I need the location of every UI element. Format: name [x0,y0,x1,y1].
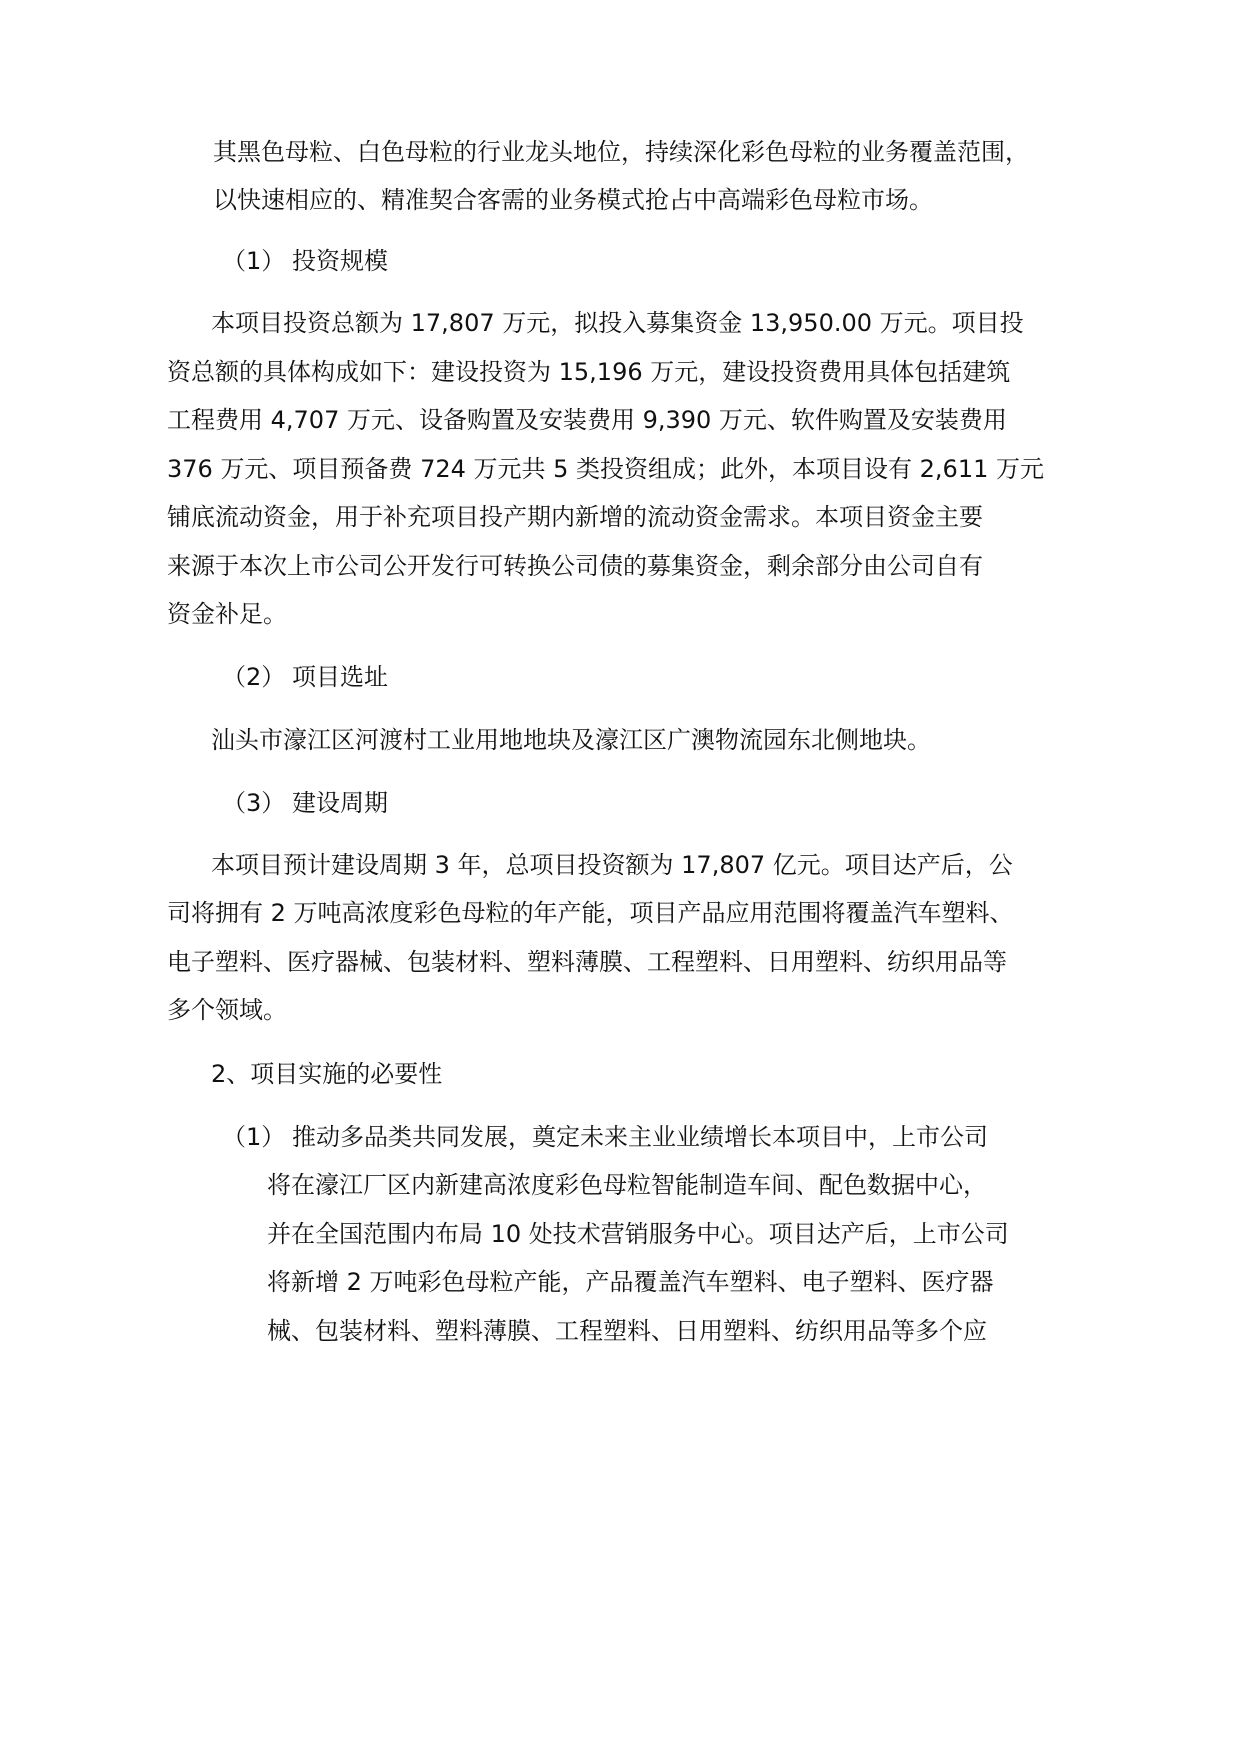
section-number: （1） [222,247,286,275]
investment-line-4: 376 万元、项目预备费 724 万元共 5 类投资组成；此外，本项目设有 2,611 万元 [167,455,1044,483]
section-heading-investment [222,246,388,276]
section-title: 建设周期 [292,789,388,817]
intro-line-2: 以快速相应的、精准契合客需的业务模式抢占中高端彩色母粒市场。 [213,186,933,214]
investment-line-1: 本项目投资总额为 17,807 万元，拟投入募集资金 13,950.00 万元。项目投 [211,309,1024,337]
section-title: 项目选址 [292,663,388,691]
investment-line-7: 资金补足。 [167,600,287,628]
intro-line-1: 其黑色母粒、白色母粒的行业龙头地位，持续深化彩色母粒的业务覆盖范围， [213,138,1029,166]
item-first-line: 推动多品类共同发展，奠定未来主业业绩增长本项目中，上市公司 [292,1123,988,1151]
investment-line-3: 工程费用 4,707 万元、设备购置及安装费用 9,390 万元、软件购置及安装费用 [167,406,1007,434]
item-number: （1） [222,1123,286,1151]
section-number: （3） [222,789,286,817]
period-line-3: 电子塑料、医疗器械、包装材料、塑料薄膜、工程塑料、日用塑料、纺织用品等 [167,948,1007,976]
location-line-1: 汕头市濠江区河渡村工业用地地块及濠江区广澳物流园东北侧地块。 [211,726,931,754]
section-heading-period [222,788,388,818]
necessity-line-2: 将在濠江厂区内新建高浓度彩色母粒智能制造车间、配色数据中心， [267,1171,987,1199]
period-line-1: 本项目预计建设周期 3 年，总项目投资额为 17,807 亿元。项目达产后，公 [211,851,1013,879]
heading-necessity: 2、项目实施的必要性 [211,1060,443,1088]
investment-line-5: 铺底流动资金，用于补充项目投产期内新增的流动资金需求。本项目资金主要 [167,503,983,531]
necessity-item-1 [222,1122,988,1152]
period-line-2: 司将拥有 2 万吨高浓度彩色母粒的年产能，项目产品应用范围将覆盖汽车塑料、 [167,899,1014,927]
investment-line-6: 来源于本次上市公司公开发行可转换公司债的募集资金，剩余部分由公司自有 [167,552,983,580]
investment-line-2: 资总额的具体构成如下：建设投资为 15,196 万元，建设投资费用具体包括建筑 [167,358,1011,386]
necessity-line-4: 将新增 2 万吨彩色母粒产能，产品覆盖汽车塑料、电子塑料、医疗器 [267,1268,994,1296]
section-title: 投资规模 [292,247,388,275]
necessity-line-3: 并在全国范围内布局 10 处技术营销服务中心。项目达产后，上市公司 [267,1220,1009,1248]
section-heading-location [222,662,388,692]
section-number: （2） [222,663,286,691]
period-line-4: 多个领域。 [167,996,287,1024]
necessity-line-5: 械、包装材料、塑料薄膜、工程塑料、日用塑料、纺织用品等多个应 [267,1317,987,1345]
